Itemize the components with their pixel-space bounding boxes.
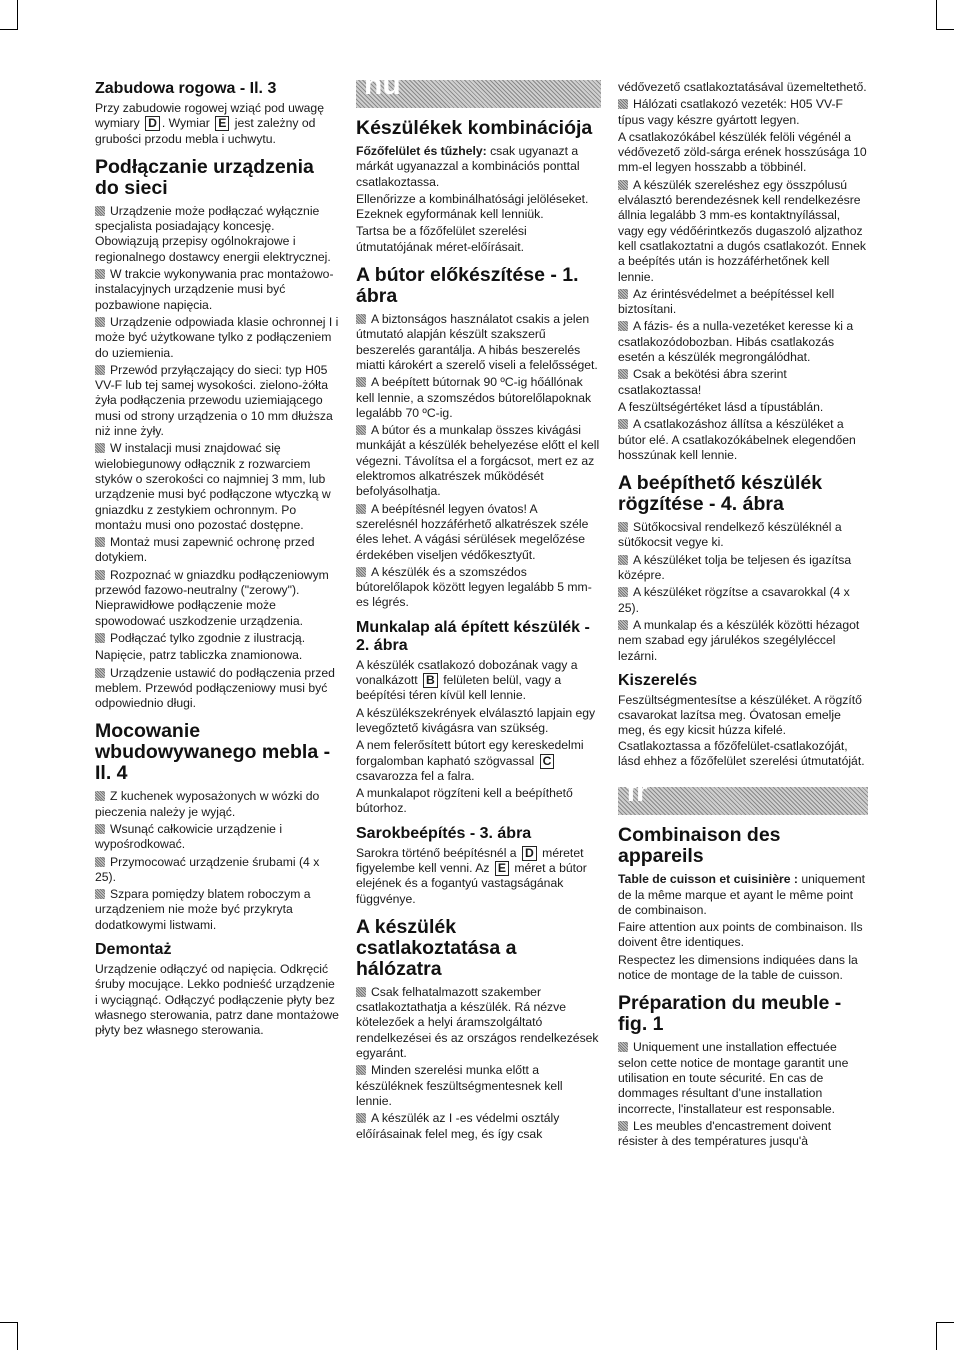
language-banner-hu: hu <box>356 80 601 108</box>
bullet-icon <box>95 206 105 216</box>
heading-dismount: Demontaż <box>95 941 172 959</box>
list-item: W trakcie wykonywania prac montażowo-instalacyjnych urządzenie musi być pozbawione napięcia. <box>95 267 334 312</box>
list-item: Z kuchenek wyposażonych w wózki do pieczenia należy je wyjąć. <box>95 789 320 819</box>
list-item: Rozpoznać w gniazdku podłączeniowym przewód fazowo-neutralny ("zerowy"). Nieprawidłowe podłączenie może spowodować uszkodzenie urządzenia. <box>95 567 329 628</box>
heading-under-counter: Munkalap alá épített készülék - 2. ábra <box>356 618 590 654</box>
list-item: A biztonságos használatot csakis a jelen útmutató alapján készült szakszerű beszerelés garantálja. A hibás beszerelés miatti károkért a szerelő viseli a felelősséget. <box>356 312 598 372</box>
paragraph-dismount: Urządzenie odłączyć od napięcia. Odkręcić śruby mocujące. Lekko podnieść urządzenie i wyciągnąć. Odłączyć podłączenie płyty bez własnego sterowania, patrz dane montażowe płyty bez własnego sterowania. <box>95 962 339 1038</box>
heading-corner-install: Sarokbeépítés - 3. ábra <box>356 824 532 842</box>
bullet-icon <box>618 99 628 109</box>
bullet-icon <box>95 365 105 375</box>
bullet-icon <box>95 889 105 899</box>
list-item: Podłączać tylko zgodnie z ilustracją. <box>95 631 340 646</box>
list-item: A készüléket tolja be teljesen és igazítsa középre. <box>618 552 852 583</box>
label-e: E <box>215 116 229 131</box>
bullet-icon <box>95 633 105 643</box>
bullet-icon <box>95 668 105 678</box>
bullet-icon <box>618 555 628 565</box>
paragraph-removal: Feszültségmentesítse a készüléket. A rögzítő csavarokat lazítsa meg. Óvatosan emelje meg, és egy kicsit húzza kifelé. Csatlakoztassa a főzőfelület-csatlakozóját, lásd ehhez a főzőfelület szerelési útmutatóját. <box>618 692 865 768</box>
bullet-icon <box>95 443 105 453</box>
crop-mark-top-right <box>936 0 937 30</box>
paragraph: A csatlakozókábel készülék felöli végénél a védővezető zöld-sárga erének hosszúsága 10 mm-el legyen hosszabb a többinél. <box>618 129 867 175</box>
crop-mark-bottom-right <box>936 1322 954 1323</box>
list-item: A bútor és a munkalap összes kivágási munkáját a készülék behelyezése előtt el kell végezni. Távolítsa el a forgácsot, mert ez az elektromos alkatrészek működését befolyásolhatja. <box>356 423 600 499</box>
list-item: Urządzenie może podłączać wyłącznie specjalista posiadający koncesję. Obowiązują przepisy ogólnokrajowe i regionalnego dostawcy energii elektrycznej. <box>95 203 331 264</box>
list-item: W instalacji musi znajdować się wielobiegunowy odłącznik z rozwarciem styków o szerokości co najmniej 3 mm, lub urządzenie musi być podłączone wtyczką w gniazdku z zestykiem ochronnym. Po montażu musi ono pozostać dostępne. <box>95 441 331 532</box>
heading-combination: Combinaison des appareils <box>618 824 781 868</box>
label-d: D <box>522 846 537 861</box>
paragraph: Respectez les dimensions indiquées dans la notice de montage de la table de cuisson. <box>618 952 858 983</box>
list-item: Urządzenie ustawić do podłączenia przed meblem. Przewód podłączeniowy musi być odpowiednio długi. <box>95 665 335 711</box>
crop-mark-top-right <box>936 29 954 30</box>
paragraph: A készülékszekrények elválasztó lapjain egy levegőztető kivágásra van szükség. <box>356 705 596 735</box>
bullet-icon <box>95 824 105 834</box>
bullet-icon <box>618 419 628 429</box>
bullet-icon <box>95 317 105 327</box>
bullet-icon <box>618 587 628 597</box>
paragraph: A készülék csatlakozó dobozának vagy a vonalkázott B felületen belül, vagy a beépítési téren kívül kell lennie. <box>356 657 578 703</box>
list-item: Wsunąć całkowicie urządzenie i wypośrodkować. <box>95 821 283 852</box>
paragraph-combination-lead: Table de cuisson et cuisinière : uniquement de la même marque et ayant le même point de combinaison. <box>618 872 866 917</box>
bullet-icon <box>356 504 366 514</box>
list-item: A készülék és a szomszédos bútorelőlapok között legyen legalább 5 mm-es légrés. <box>356 564 592 610</box>
column-polish <box>95 80 340 1041</box>
list-item: Hálózati csatlakozó vezeték: H05 VV-F típus vagy készre gyártott legyen. <box>618 97 843 127</box>
bullet-icon <box>356 1065 366 1075</box>
paragraph: Ellenőrizze a kombinálhatósági jelöléseket. Ezeknek egyformának kell lenniük. <box>356 191 589 222</box>
crop-mark-bottom-right <box>936 1322 937 1350</box>
list-item: Uniquement une installation effectuée selon cette notice de montage garantit une utilisation en toute sécurité. En cas de dommages résultant d'une installation incorrecte, l'installateur est responsable. <box>618 1040 849 1116</box>
crop-mark-bottom-left <box>17 1322 18 1350</box>
label-d: D <box>145 116 160 131</box>
bullet-icon <box>618 620 628 630</box>
heading-preparation: Préparation du meuble - fig. 1 <box>618 992 842 1036</box>
bullet-icon <box>356 377 366 387</box>
heading-removal: Kiszerelés <box>618 671 698 689</box>
bullet-icon <box>356 425 366 435</box>
column-hungarian <box>356 68 601 1144</box>
bullet-icon <box>95 857 105 867</box>
language-banner-fr: fr <box>618 787 868 815</box>
paragraph: A feszültségértéket lásd a típustáblán. <box>618 399 824 414</box>
heading-combination: Készülékek kombinációja <box>356 117 593 139</box>
label-b: B <box>423 673 438 688</box>
list-item: A beépített bútornak 90 ºC-ig hőállónak kell lennie, a szomszédos bútorelőlapoknak legalább 70 ºC-ig. <box>356 375 592 420</box>
bullet-icon <box>618 522 628 532</box>
list-item: Az érintésvédelmet a beépítéssel kell biztosítani. <box>618 286 835 317</box>
paragraph-voltage: Napięcie, patrz tabliczka znamionowa. <box>95 648 303 663</box>
list-item: Sütőkocsival rendelkező készüléknél a sütőkocsit vegye ki. <box>618 520 842 550</box>
bullet-icon <box>618 369 628 379</box>
bullet-icon <box>95 269 105 279</box>
heading-preparation: A bútor előkészítése - 1. ábra <box>356 264 579 308</box>
bullet-icon <box>618 1042 628 1052</box>
list-item: Urządzenie odpowiada klasie ochronnej I i może być użytkowane tylko z podłączeniem do uziemienia. <box>95 314 339 360</box>
paragraph-corner: Przy zabudowie rogowej wziąć pod uwagę wymiary D . Wymiar E jest zależny od grubości przodu mebla i uchwytu. <box>95 101 324 146</box>
heading-mount: Mocowanie wbudowywanego mebla - Il. 4 <box>95 720 331 785</box>
column-hungarian-french <box>618 80 868 1151</box>
paragraph-combination-lead: Főzőfelület és tűzhely: csak ugyanazt a márkát ugyanazzal a kombinációs ponttal csatlakoztassa. <box>356 144 580 189</box>
list-item: Szpara pomiędzy blatem roboczym a urządzeniem nie może być przykryta dodatkowymi listwami. <box>95 887 311 932</box>
bullet-icon <box>356 987 366 997</box>
bullet-icon <box>618 180 628 190</box>
list-item: A munkalap és a készülék közötti hézagot nem szabad egy járulékos szegélyléccel lezárni. <box>618 617 860 663</box>
crop-mark-top-left <box>0 29 18 30</box>
paragraph: Tartsa be a főzőfelület szerelési útmutatójának méret-előírásait. <box>356 224 527 254</box>
crop-mark-top-left <box>17 0 18 30</box>
list-item: A készüléket rögzítse a csavarokkal (4 x 25). <box>618 585 850 615</box>
label-e: E <box>495 861 509 876</box>
paragraph-continued: védővezető csatlakoztatásával üzemeltethető. <box>618 80 867 94</box>
paragraph-corner: Sarokra történő beépítésnél a D méretet figyelembe kell venni. Az E méret a bútor elejének és a fogantyú vastagságának függvénye. <box>356 845 587 906</box>
bullet-icon <box>356 1113 366 1123</box>
list-item: Montaż musi zapewnić ochronę przed dotykiem. <box>95 535 315 565</box>
heading-fix: A beépíthető készülék rögzítése - 4. ábra <box>618 472 823 516</box>
list-item: A fázis- és a nulla-vezetéket keresse ki a csatlakozódobozban. Hibás csatlakozás esetén a készülék megrongálódhat. <box>618 319 854 365</box>
paragraph: Faire attention aux points de combinaison. Ils doivent être identiques. <box>618 920 863 950</box>
list-item: Les meubles d'encastrement doivent résister à des températures jusqu'à <box>618 1118 832 1149</box>
crop-mark-bottom-left <box>0 1322 18 1323</box>
list-item: Minden szerelési munka előtt a készüléknek feszültségmentesnek kell lennie. <box>356 1063 563 1108</box>
bullet-icon <box>618 1121 628 1131</box>
bullet-icon <box>618 289 628 299</box>
paragraph: A nem felerősített bútort egy kereskedelmi forgalomban kapható szögvassal C csavarozza fel a falra. <box>356 738 584 783</box>
bullet-icon <box>95 791 105 801</box>
bullet-icon <box>356 314 366 324</box>
list-item: A készülék szereléshez egy összpólusú elválasztó berendezésnek kell rendelkezésre állnia legalább 3 mm-es kontaktnyílással, vagy egy védőérintkezős dugaszoló aljzathoz kell csatlakoztatni a dugós csatlakozót. Ennek a beépítés után is hozzáférhetőnek kell lennie. <box>618 177 866 284</box>
list-item: A beépítésnél legyen óvatos! A szerelésnél hozzáférhető alkatrészek széle éles lehet. A vágási sérülések megelőzése érdekében viseljen védőkesztyűt. <box>356 501 589 562</box>
list-item: Csak felhatalmazott szakember csatlakoztathatja a készülék. Rá nézve kötelezőek a helyi áramszolgáltató rendelkezései és az országos rendelkezések egyaránt. <box>356 984 599 1061</box>
list-item: Przewód przyłączający do sieci: typ H05 VV-F lub tej samej wysokości. zielono-żółta żyła podłączenia przewodu uziemiającego musi od strony urządzenia o 10 mm dłuższa niż inne żyły. <box>95 362 333 439</box>
bullet-icon <box>95 570 105 580</box>
list-item: Csak a bekötési ábra szerint csatlakoztassa! <box>618 367 787 397</box>
bullet-icon <box>618 321 628 331</box>
bullet-icon <box>95 537 105 547</box>
heading-corner-install: Zabudowa rogowa - Il. 3 <box>95 80 277 97</box>
list-item: A csatlakozáshoz állítsa a készüléket a bútor elé. A csatlakozókábelnek elegendően hosszúnak kell lennie. <box>618 417 856 462</box>
list-item: Przymocować urządzenie śrubami (4 x 25). <box>95 854 320 884</box>
paragraph: A munkalapot rögzíteni kell a beépíthető bútorhoz. <box>356 786 573 816</box>
bullet-icon <box>356 567 366 577</box>
label-c: C <box>540 754 555 769</box>
list-item: A készülék az I -es védelmi osztály előírásainak felel meg, és így csak <box>356 1111 560 1141</box>
heading-connect: A készülék csatlakoztatása a hálózatra <box>356 915 517 980</box>
heading-connect: Podłączanie urządzenia do sieci <box>95 155 314 199</box>
